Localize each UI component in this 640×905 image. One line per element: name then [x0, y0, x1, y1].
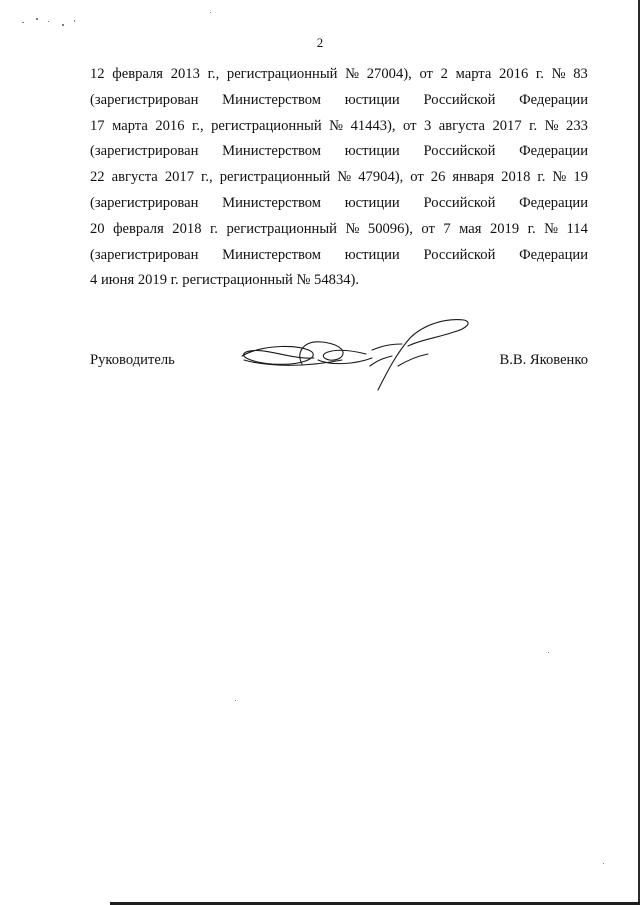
word: февраля: [112, 66, 164, 82]
word: 2018: [501, 169, 531, 186]
word: юстиции: [344, 143, 400, 160]
word: февраля: [113, 220, 164, 237]
word: 12: [90, 66, 105, 82]
word: от: [419, 66, 433, 82]
word: Федерации: [519, 91, 588, 108]
word: №: [552, 169, 567, 186]
text-line: [90, 62, 588, 88]
word: регистрационный: [226, 66, 338, 82]
scan-speck: [22, 22, 24, 23]
scan-speck: [48, 21, 49, 22]
word: 17: [90, 117, 105, 134]
scan-speck: [74, 20, 75, 22]
text-line: [90, 88, 588, 114]
word: №: [544, 220, 559, 237]
body-paragraph: [90, 62, 588, 294]
word: 47904),: [358, 169, 404, 186]
word: Министерством: [222, 246, 322, 263]
word: Министерством: [222, 91, 322, 108]
word: от: [421, 220, 435, 237]
word: регистрационный: [226, 220, 337, 237]
word: г.: [527, 220, 536, 237]
word: 2013: [170, 66, 200, 82]
scan-speck: [603, 863, 604, 864]
text-line: [90, 191, 588, 217]
word: Российской: [423, 246, 496, 263]
scan-speck: [36, 18, 38, 20]
word: №: [345, 66, 360, 82]
word: 2018: [172, 220, 202, 237]
word: г.: [529, 117, 538, 134]
word: 114: [566, 220, 588, 237]
word: юстиции: [344, 246, 400, 263]
word: (зарегистрирован: [90, 91, 199, 108]
word: 2: [440, 66, 448, 82]
word: 50096),: [367, 220, 413, 237]
word: 2016: [499, 66, 529, 82]
word: г.: [209, 220, 218, 237]
page-number: 2: [316, 35, 324, 50]
handwritten-signature: [232, 314, 472, 394]
word: 26: [430, 169, 446, 186]
word: г.: [537, 169, 546, 186]
word: г.,: [201, 169, 213, 186]
word: 233: [566, 117, 588, 134]
word: (зарегистрирован: [90, 143, 199, 160]
scan-speck: [235, 700, 236, 701]
word: 2019: [489, 220, 520, 237]
word: 41443),: [350, 117, 396, 134]
word: Федерации: [519, 194, 588, 211]
signatory-role: Руководитель: [90, 352, 175, 368]
word: юстиции: [344, 194, 400, 211]
word: Федерации: [519, 246, 588, 263]
word: №: [544, 117, 559, 134]
word: (зарегистрирован: [90, 246, 199, 263]
text-line: [90, 139, 588, 165]
word: марта: [112, 117, 148, 134]
word: Министерством: [222, 194, 322, 211]
text-line-last: 4 июня 2019 г. регистрационный № 54834).: [90, 272, 360, 289]
word: юстиции: [344, 91, 400, 108]
scan-speck: [548, 652, 549, 653]
text-line: [90, 165, 588, 191]
word: 2017: [492, 117, 522, 134]
word: Федерации: [519, 143, 588, 160]
word: Министерством: [222, 143, 322, 160]
word: 2016: [155, 117, 185, 134]
word: 22: [90, 169, 105, 186]
text-line: [90, 114, 588, 140]
word: 20: [90, 220, 105, 237]
word: Российской: [423, 194, 496, 211]
word: 7: [443, 220, 451, 237]
word: 19: [573, 169, 588, 186]
word: №: [337, 169, 352, 186]
word: 27004),: [366, 66, 412, 82]
word: 3: [424, 117, 432, 134]
text-line: [90, 243, 588, 269]
word: Российской: [423, 143, 496, 160]
word: г.: [535, 66, 544, 82]
signatory-name: В.В. Яковенко: [499, 352, 588, 368]
word: от: [410, 169, 424, 186]
word: марта: [455, 66, 492, 82]
word: августа: [111, 169, 158, 186]
word: Российской: [423, 91, 496, 108]
word: мая: [459, 220, 482, 237]
scan-speck: [210, 12, 211, 13]
word: 2017: [164, 169, 195, 186]
word: №: [329, 117, 344, 134]
word: августа: [438, 117, 485, 134]
word: №: [345, 220, 360, 237]
word: от: [403, 117, 417, 134]
word: (зарегистрирован: [90, 194, 199, 211]
scan-speck: [62, 24, 64, 26]
text-line: [90, 217, 588, 243]
word: регистрационный: [211, 117, 322, 134]
word: г.,: [207, 66, 220, 82]
word: 83: [573, 66, 588, 82]
word: регистрационный: [219, 169, 331, 186]
word: января: [452, 169, 495, 186]
word: г.,: [192, 117, 204, 134]
word: №: [551, 66, 566, 82]
